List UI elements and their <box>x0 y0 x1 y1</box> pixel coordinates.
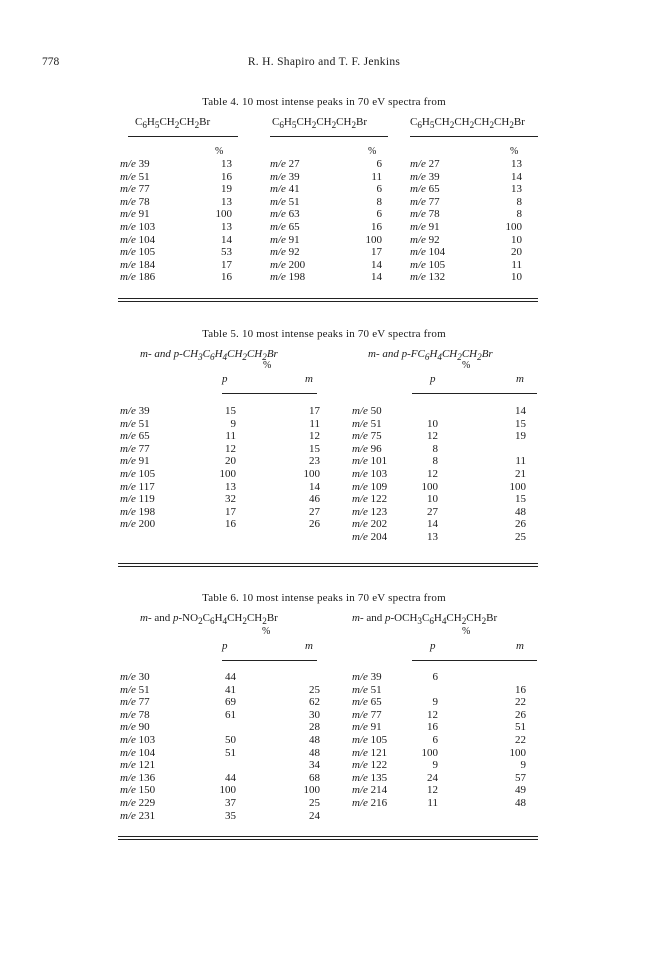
table5-rule-right <box>412 393 537 394</box>
table6-right-cell-p: 24 <box>427 771 438 784</box>
table5-left-cell-label: m/e 65 <box>120 430 150 443</box>
table6-left-cell-p: 100 <box>219 784 236 797</box>
table5-right-cell-p: 100 <box>421 480 438 493</box>
table4-col-header-1: $C_6H_5CH_2CH_2Br$ <box>135 116 211 131</box>
table6-right-cell-label: m/e 122 <box>352 759 388 772</box>
table4-cell-label: m/e 77 <box>410 195 440 208</box>
table6-right-cell-p: 100 <box>421 746 438 759</box>
table5-m-right: m <box>516 373 524 385</box>
table6-right-cell-p: 12 <box>427 708 438 721</box>
table5-left-cell-p: 15 <box>225 405 236 417</box>
table5-p-right: p <box>430 373 436 385</box>
table4-cell-label: m/e 39 <box>270 170 300 183</box>
table6-left-cell-p: 44 <box>225 671 236 683</box>
table4-cell-value: 10 <box>511 233 522 246</box>
table5-right-cell-m: 15 <box>515 417 526 430</box>
table5-right-cell-m: 19 <box>515 430 526 443</box>
table5-left-cell-label: m/e 91 <box>120 455 150 468</box>
table5-left-cell-label: m/e 198 <box>120 505 156 518</box>
table5-left-cell-label: m/e 119 <box>120 493 155 506</box>
table6-bottom-rule <box>118 836 538 840</box>
table4-pct-1: % <box>215 146 224 157</box>
table5-right-cell-p: 8 <box>432 442 438 455</box>
table6-right-cell-label: m/e 65 <box>352 696 382 709</box>
table4-cell-label: m/e 65 <box>410 183 440 196</box>
table6-right-cell-m: 57 <box>515 771 526 784</box>
table6-left-cell-p: 35 <box>225 809 236 822</box>
table4-cell-value: 6 <box>376 158 382 170</box>
table4-cell-value: 13 <box>221 221 232 233</box>
table4-cell-label: m/e 51 <box>270 195 300 208</box>
table5-pct-left: % <box>263 360 272 371</box>
table6-right-cell-label: m/e 214 <box>352 784 388 797</box>
table4-cell-label: m/e 91 <box>120 208 150 221</box>
table4-rule-3 <box>410 136 538 137</box>
table6-rule-right <box>412 660 537 661</box>
table5-right-cell-m: 26 <box>515 518 526 531</box>
table4-cell-value: 13 <box>221 158 232 170</box>
table6-left-cell-p: 44 <box>225 771 236 784</box>
table6-right-cell-p: 6 <box>432 734 438 746</box>
table5-pct-right: % <box>462 360 471 371</box>
table5-right-cell-label: m/e 103 <box>352 468 388 480</box>
table6-p-left: p <box>222 640 228 652</box>
table6-left-cell-m: 48 <box>309 734 320 746</box>
table4-cell-value: 6 <box>376 208 382 221</box>
table5-left-cell-p: 16 <box>225 518 236 531</box>
table6-right-title: m- and $p-OCH_3C_6H_4CH_2CH_2Br$ <box>352 612 498 627</box>
table4-cell-value: 17 <box>371 246 382 259</box>
table5-right-cell-p: 12 <box>427 430 438 443</box>
table6-left-cell-label: m/e 136 <box>120 771 156 784</box>
table6-left-cell-m: 100 <box>303 784 320 797</box>
table4-pct-2: % <box>368 146 377 157</box>
table5-left-cell-m: 12 <box>309 430 320 443</box>
table5-right-cell-label: m/e 123 <box>352 505 388 518</box>
table4-cell-label: m/e 39 <box>120 158 150 170</box>
table5-right-cell-m: 14 <box>515 405 526 417</box>
table5-left-cell-p: 17 <box>225 505 236 518</box>
table5-right-cell-label: m/e 101 <box>352 455 388 468</box>
table4-cell-label: m/e 200 <box>270 258 306 271</box>
table5-left-cell-p: 9 <box>230 417 236 430</box>
table4-cell-label: m/e 39 <box>410 170 440 183</box>
table4-cell-value: 13 <box>511 183 522 196</box>
table4-cell-value: 6 <box>376 183 382 196</box>
table5-left-cell-m: 14 <box>309 480 320 493</box>
table6-right-cell-label: m/e 105 <box>352 734 388 746</box>
table4-cell-value: 13 <box>221 195 232 208</box>
table6-left-cell-label: m/e 229 <box>120 797 156 809</box>
table6-right-cell-p: 9 <box>432 759 438 772</box>
table6-left-cell-m: 48 <box>309 746 320 759</box>
table4-cell-value: 100 <box>215 208 232 221</box>
table5-right-cell-label: m/e 109 <box>352 480 388 493</box>
table6-left-cell-p: 61 <box>225 708 236 721</box>
table4-cell-value: 100 <box>505 221 522 233</box>
table6-left-cell-m: 25 <box>309 797 320 809</box>
table6-right-cell-p: 6 <box>432 671 438 683</box>
table5-bottom-rule <box>118 563 538 567</box>
table4-cell-value: 16 <box>371 221 382 233</box>
table4-cell-value: 8 <box>516 208 522 221</box>
table6-right-cell-label: m/e 91 <box>352 721 382 734</box>
table6-left-cell-label: m/e 78 <box>120 708 150 721</box>
table5-right-cell-label: m/e 202 <box>352 518 388 531</box>
table6-left-cell-m: 28 <box>309 721 320 734</box>
table6-left-cell-label: m/e 104 <box>120 746 156 759</box>
table4-cell-label: m/e 78 <box>120 195 150 208</box>
table6-right-cell-m: 16 <box>515 683 526 696</box>
table6-right-cell-m: 22 <box>515 696 526 709</box>
table5-right-cell-p: 10 <box>427 417 438 430</box>
table5-left-cell-m: 27 <box>309 505 320 518</box>
table4-cell-value: 19 <box>221 183 232 196</box>
table4-caption: Table 4. 10 most intense peaks in 70 eV spectra from <box>202 96 446 108</box>
table4-cell-label: m/e 184 <box>120 258 156 271</box>
table4-cell-label: m/e 77 <box>120 183 150 196</box>
table6-left-cell-m: 34 <box>309 759 320 772</box>
table5-left-cell-p: 20 <box>225 455 236 468</box>
table4-cell-label: m/e 104 <box>410 246 446 259</box>
table5-right-cell-p: 8 <box>432 455 438 468</box>
table4-cell-label: m/e 91 <box>410 221 440 233</box>
table6-left-cell-p: 41 <box>225 683 236 696</box>
page-number: 778 <box>42 56 60 68</box>
table5-right-cell-p: 27 <box>427 505 438 518</box>
table6-right-cell-label: m/e 51 <box>352 683 382 696</box>
table5-left-cell-m: 26 <box>309 518 320 531</box>
table5-left-cell-m: 23 <box>309 455 320 468</box>
table5-m-left: m <box>305 373 313 385</box>
table6-right-cell-m: 22 <box>515 734 526 746</box>
table4-cell-value: 14 <box>221 233 232 246</box>
table5-left-cell-m: 100 <box>303 468 320 480</box>
table4-rule-1 <box>128 136 238 137</box>
table5-left-cell-p: 11 <box>225 430 236 443</box>
table6-left-cell-m: 24 <box>309 809 320 822</box>
table5-p-left: p <box>222 373 228 385</box>
table4-cell-value: 14 <box>511 170 522 183</box>
table6-left-cell-label: m/e 121 <box>120 759 156 772</box>
table4-cell-label: m/e 103 <box>120 221 156 233</box>
table6-right-cell-m: 48 <box>515 797 526 809</box>
table4-cell-label: m/e 63 <box>270 208 300 221</box>
table4-cell-label: m/e 186 <box>120 271 156 284</box>
table6-right-cell-label: m/e 216 <box>352 797 388 809</box>
table6-left-cell-p: 69 <box>225 696 236 709</box>
table4-col-header-2: $C_6H_5CH_2CH_2CH_2Br$ <box>272 116 368 131</box>
table4-pct-3: % <box>510 146 519 157</box>
table4-cell-value: 17 <box>221 258 232 271</box>
table5-right-cell-label: m/e 122 <box>352 493 388 506</box>
table6-p-right: p <box>430 640 436 652</box>
table5-left-cell-m: 11 <box>309 417 320 430</box>
table4-cell-label: m/e 51 <box>120 170 150 183</box>
table6-left-cell-label: m/e 150 <box>120 784 156 797</box>
table5-left-cell-label: m/e 200 <box>120 518 156 531</box>
table5-right-cell-label: m/e 204 <box>352 531 388 543</box>
table4-cell-label: m/e 132 <box>410 271 446 284</box>
table4-cell-value: 11 <box>511 258 522 271</box>
table5-left-cell-label: m/e 39 <box>120 405 150 417</box>
table5-right-cell-m: 100 <box>509 480 526 493</box>
table4-cell-value: 16 <box>221 271 232 284</box>
table5-right-cell-label: m/e 75 <box>352 430 382 443</box>
table4-cell-label: m/e 78 <box>410 208 440 221</box>
table6-caption: Table 6. 10 most intense peaks in 70 eV spectra from <box>202 592 446 604</box>
table6-left-cell-label: m/e 51 <box>120 683 150 696</box>
table6-left-cell-label: m/e 231 <box>120 809 156 822</box>
table4-cell-label: m/e 27 <box>410 158 440 170</box>
table5-left-cell-label: m/e 77 <box>120 442 150 455</box>
table5-right-cell-m: 15 <box>515 493 526 506</box>
table5-right-cell-label: m/e 51 <box>352 417 382 430</box>
table4-col-header-3: $C_6H_5CH_2CH_2CH_2CH_2Br$ <box>410 116 525 131</box>
table6-left-cell-label: m/e 77 <box>120 696 150 709</box>
table6-right-cell-label: m/e 121 <box>352 746 388 759</box>
table5-right-cell-p: 10 <box>427 493 438 506</box>
table5-left-cell-m: 15 <box>309 442 320 455</box>
table6-pct-right: % <box>462 626 471 637</box>
table6-right-cell-label: m/e 39 <box>352 671 382 683</box>
table6-left-cell-m: 25 <box>309 683 320 696</box>
table6-left-cell-p: 50 <box>225 734 236 746</box>
table5-right-cell-m: 21 <box>515 468 526 480</box>
running-head: R. H. Shapiro and T. F. Jenkins <box>247 56 401 68</box>
table4-cell-value: 14 <box>371 271 382 284</box>
table6-left-cell-label: m/e 30 <box>120 671 150 683</box>
table4-cell-label: m/e 27 <box>270 158 300 170</box>
table6-rule-left <box>222 660 317 661</box>
table4-cell-label: m/e 105 <box>120 246 156 259</box>
table6-right-cell-m: 49 <box>515 784 526 797</box>
table4-cell-value: 13 <box>511 158 522 170</box>
table6-right-cell-p: 11 <box>427 797 438 809</box>
table6-left-cell-m: 30 <box>309 708 320 721</box>
table5-left-cell-label: m/e 51 <box>120 417 150 430</box>
table4-cell-value: 16 <box>221 170 232 183</box>
table6-m-left: m <box>305 640 313 652</box>
table6-left-cell-m: 62 <box>309 696 320 709</box>
table5-right-title: m- and $p-FC_6H_4CH_2CH_2Br$ <box>368 348 493 363</box>
table5-left-cell-p: 12 <box>225 442 236 455</box>
table5-right-cell-label: m/e 50 <box>352 405 382 417</box>
table4-rule-2 <box>270 136 388 137</box>
table5-caption: Table 5. 10 most intense peaks in 70 eV spectra from <box>202 328 446 340</box>
table5-right-cell-label: m/e 96 <box>352 442 382 455</box>
table4-cell-value: 53 <box>221 246 232 259</box>
table4-cell-label: m/e 105 <box>410 258 446 271</box>
table4-cell-value: 14 <box>371 258 382 271</box>
table6-pct-left: % <box>262 626 271 637</box>
table6-left-cell-p: 37 <box>225 797 236 809</box>
table4-cell-label: m/e 104 <box>120 233 156 246</box>
table6-left-cell-label: m/e 90 <box>120 721 150 734</box>
table6-right-cell-label: m/e 77 <box>352 708 382 721</box>
table6-right-cell-m: 51 <box>515 721 526 734</box>
table4-cell-label: m/e 41 <box>270 183 300 196</box>
table4-cell-label: m/e 92 <box>270 246 300 259</box>
table6-left-title: m- and $p-NO_2C_6H_4CH_2CH_2Br$ <box>140 612 278 627</box>
table4-cell-value: 8 <box>376 195 382 208</box>
table5-left-cell-m: 46 <box>309 493 320 506</box>
table5-right-cell-p: 12 <box>427 468 438 480</box>
table4-cell-value: 11 <box>371 170 382 183</box>
table4-cell-label: m/e 91 <box>270 233 300 246</box>
table4-cell-value: 8 <box>516 195 522 208</box>
table4-cell-label: m/e 198 <box>270 271 306 284</box>
table6-left-cell-p: 51 <box>225 746 236 759</box>
table4-cell-label: m/e 65 <box>270 221 300 233</box>
table5-left-cell-m: 17 <box>309 405 320 417</box>
table6-m-right: m <box>516 640 524 652</box>
table6-left-cell-m: 68 <box>309 771 320 784</box>
table4-cell-value: 10 <box>511 271 522 284</box>
table5-left-title: m- and $p-CH_3C_6H_4CH_2CH_2Br$ <box>140 348 278 363</box>
table6-right-cell-m: 100 <box>509 746 526 759</box>
table6-left-cell-label: m/e 103 <box>120 734 156 746</box>
table4-cell-value: 100 <box>365 233 382 246</box>
table5-right-cell-p: 13 <box>427 531 438 543</box>
table5-left-cell-p: 32 <box>225 493 236 506</box>
table6-right-cell-p: 12 <box>427 784 438 797</box>
table6-right-cell-p: 9 <box>432 696 438 709</box>
table4-cell-label: m/e 92 <box>410 233 440 246</box>
table5-left-cell-p: 100 <box>219 468 236 480</box>
table5-right-cell-m: 25 <box>515 531 526 543</box>
table4-bottom-rule <box>118 298 538 302</box>
table5-right-cell-p: 14 <box>427 518 438 531</box>
table5-left-cell-p: 13 <box>225 480 236 493</box>
table6-right-cell-label: m/e 135 <box>352 771 388 784</box>
table6-right-cell-m: 26 <box>515 708 526 721</box>
table5-left-cell-label: m/e 105 <box>120 468 156 480</box>
table6-right-cell-p: 16 <box>427 721 438 734</box>
table5-right-cell-m: 48 <box>515 505 526 518</box>
table5-left-cell-label: m/e 117 <box>120 480 155 493</box>
table4-cell-value: 20 <box>511 246 522 259</box>
table5-rule-left <box>222 393 317 394</box>
table5-right-cell-m: 11 <box>515 455 526 468</box>
table6-right-cell-m: 9 <box>520 759 526 772</box>
